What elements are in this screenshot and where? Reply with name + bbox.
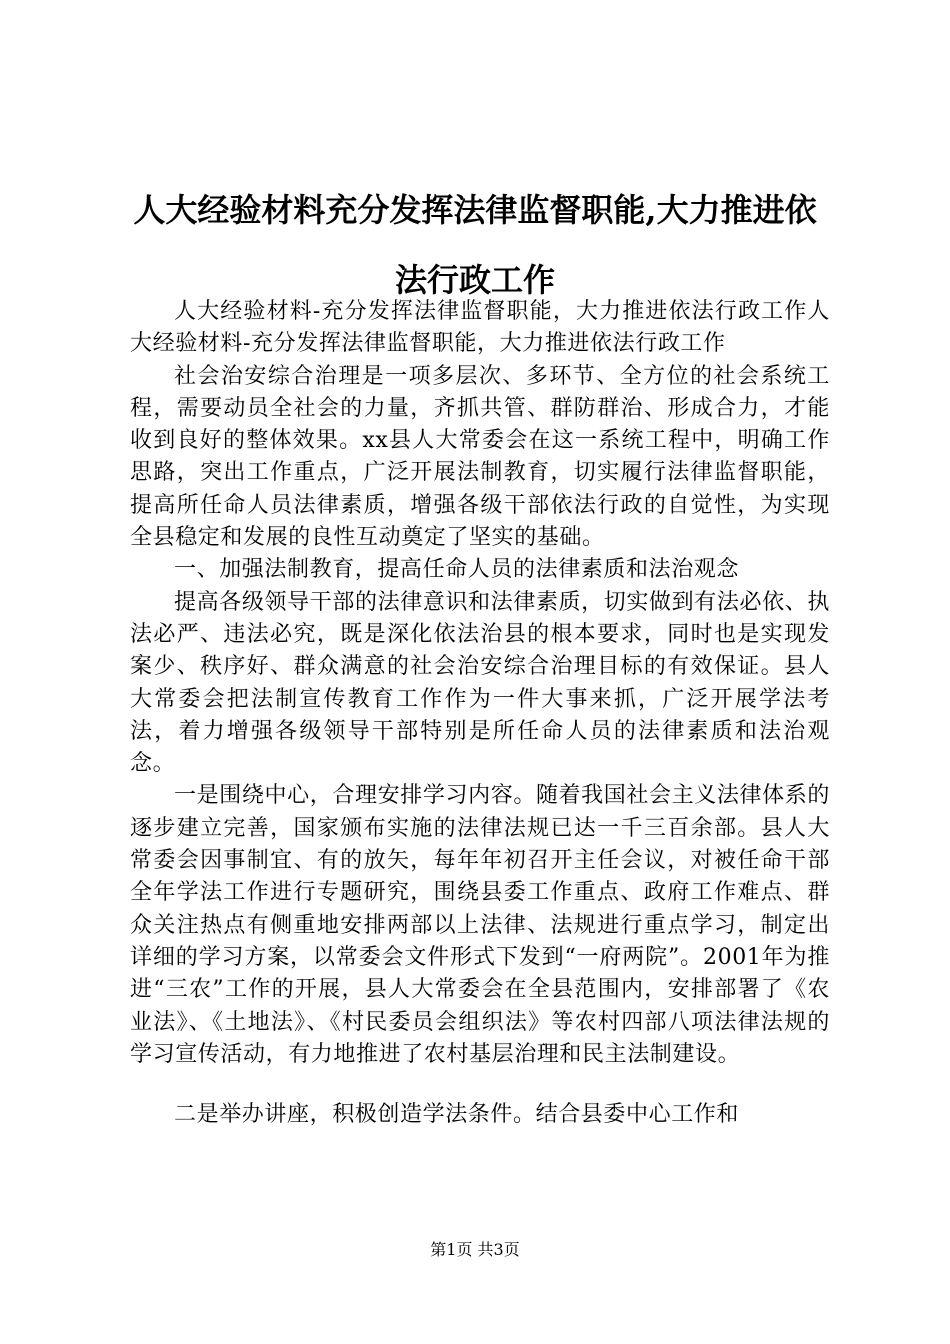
document-body [130, 296, 830, 1131]
paragraph-section-1: 提高各级领导干部的法律意识和法律素质，切实做到有法必依、执法必严、违法必究，既是深化依法治县的根本要求，同时也是实现发案少、秩序好、群众满意的社会治安综合治理目标的有效保证。县人大常委会把法制宣传教育工作作为一件大事来抓，广泛开展学法考法，着力增强各级领导干部特别是所任命人员的法律素质和法治观念。 [130, 589, 830, 777]
paragraph-point-1: 一是围绕中心，合理安排学习内容。随着我国社会主义法律体系的逐步建立完善，国家颁布实施的法律法规已达一千三百余部。县人大常委会因事制宜、有的放矢，每年年初召开主任会议，对被任命干部全年学法工作进行专题研究，围绕县委工作重点、政府工作难点、群众关注热点有侧重地安排两部以上法律、法规进行重点学习，制定出详细的学习方案，以常委会文件形式下发到“一府两院”。2001年为推进“三农”工作的开展，县人大常委会在全县范围内，安排部署了《农业法》、《土地法》、《村民委员会组织法》等农村四部八项法律法规的学习宣传活动，有力地推进了农村基层治理和民主法制建设。 [130, 783, 830, 1067]
paragraph-overview: 社会治安综合治理是一项多层次、多环节、全方位的社会系统工程，需要动员全社会的力量，齐抓共管、群防群治、形成合力，才能收到良好的整体效果。xx县人大常委会在这一系统工程中，明确工作思路，突出工作重点，广泛开展法制教育，切实履行法律监督职能，提高所任命人员法律素质，增强各级干部依法行政的自觉性，为实现全县稳定和发展的良性互动奠定了坚实的基础。 [130, 363, 830, 551]
page-footer: 第1页 共3页 [430, 1240, 520, 1259]
document-title: 人大经验材料充分发挥法律监督职能,大力推进依法行政工作 [133, 191, 817, 299]
paragraph-intro: 人大经验材料-充分发挥法律监督职能，大力推进依法行政工作人大经验材料-充分发挥法律监督职能，大力推进依法行政工作 [130, 299, 830, 357]
section-heading-1: 一、加强法制教育，提高任命人员的法律素质和法治观念 [174, 557, 740, 583]
paragraph-point-2: 二是举办讲座，积极创造学法条件。结合县委中心工作和 [174, 1102, 740, 1128]
